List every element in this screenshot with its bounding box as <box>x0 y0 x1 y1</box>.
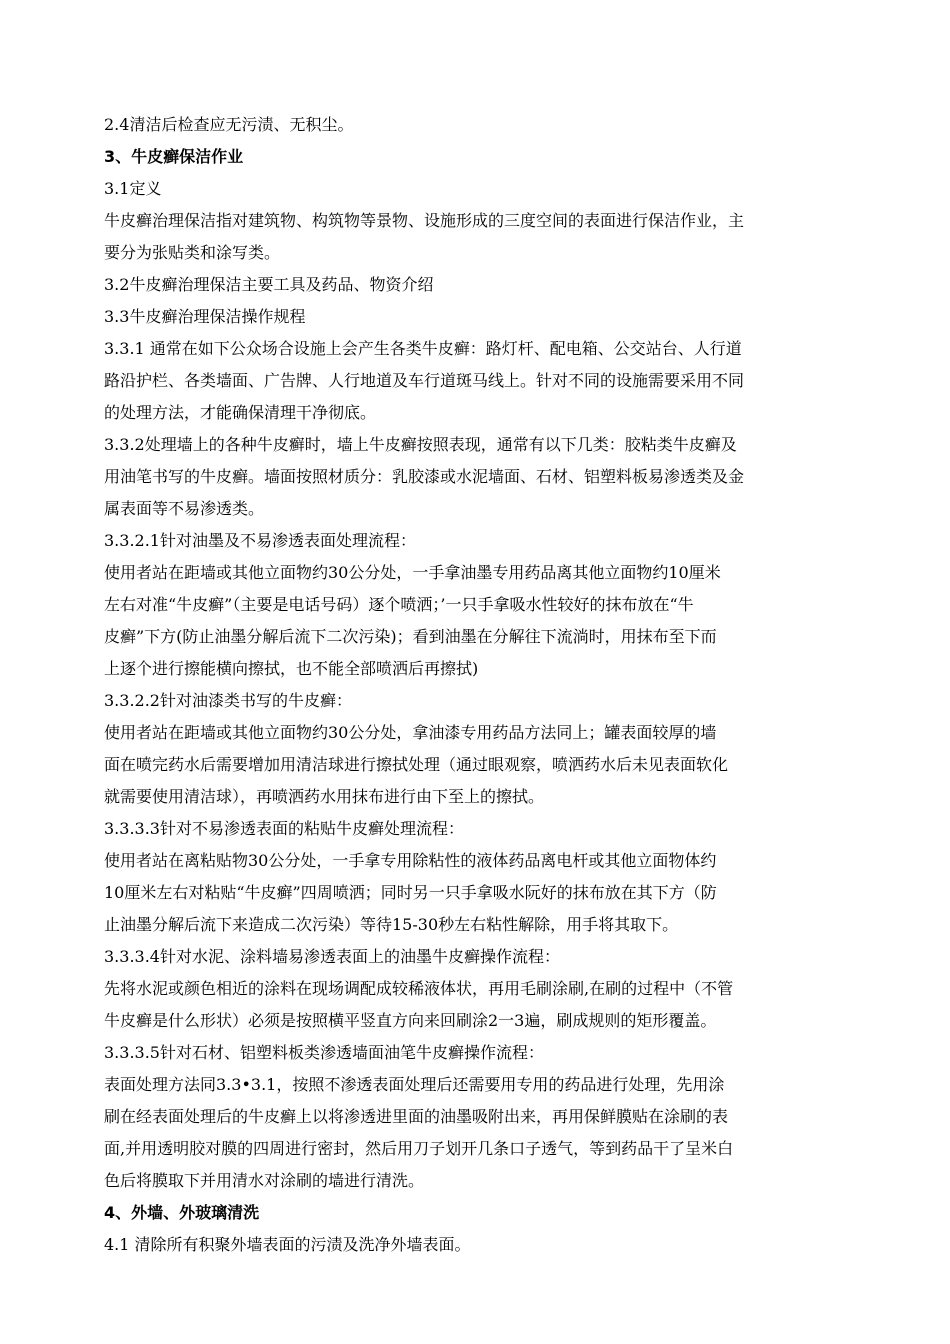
text-line: 用油笔书写的牛皮癣。墙面按照材质分：乳胶漆或水泥墙面、石材、铝塑料板易渗透类及金 <box>104 467 745 486</box>
document-body <box>104 109 850 1261</box>
text-line: 面在喷完药水后需要增加用清洁球进行擦拭处理（通过眼观察，喷洒药水后未见表面软化 <box>104 755 729 774</box>
text-line: 3.3牛皮癣治理保洁操作规程 <box>104 307 306 326</box>
text-line: 牛皮癣是什么形状）必须是按照横平竖直方向来回刷涂2一3遍，刷成规则的矩形覆盖。 <box>104 1011 717 1030</box>
text-line: 左右对准“牛皮癣”（主要是电话号码）逐个喷洒；’一只手拿吸水性较好的抹布放在“牛 <box>104 595 694 614</box>
text-line: 面,并用透明胶对膜的四周进行密封，然后用刀子划开几条口子透气，等到药品干了呈米白 <box>104 1139 734 1158</box>
section-heading: 4、外墙、外玻璃清洗 <box>104 1203 260 1222</box>
text-line: 3.3.1 通常在如下公众场合设施上会产生各类牛皮癣：路灯杆、配电箱、公交站台、人行道 <box>104 339 742 358</box>
text-line: 止油墨分解后流下来造成二次污染）等待15-30秒左右粘性解除，用手将其取下。 <box>104 915 679 934</box>
text-line: 3.2牛皮癣治理保洁主要工具及药品、物资介绍 <box>104 275 434 294</box>
text-line: 刷在经表面处理后的牛皮癣上以将渗透进里面的油墨吸附出来，再用保鲜膜贴在涂刷的表 <box>104 1107 729 1126</box>
text-line: 10厘米左右对粘贴“牛皮癣”四周喷洒；同时另一只手拿吸水阮好的抹布放在其下方（防 <box>104 883 717 902</box>
text-line: 使用者站在距墙或其他立面物约30公分处，拿油漆专用药品方法同上；罐表面较厚的墙 <box>104 723 717 742</box>
text-line: 3.3.2处理墙上的各种牛皮癣时，墙上牛皮癣按照表现，通常有以下几类：胶粘类牛皮癣及 <box>104 435 737 454</box>
text-line: 3.3.3.5针对石材、铝塑料板类渗透墙面油笔牛皮癣操作流程： <box>104 1043 544 1062</box>
text-line: 3.1定义 <box>104 179 162 198</box>
section-heading: 3、牛皮癣保洁作业 <box>104 147 244 166</box>
text-line: 3.3.2.1针对油墨及不易渗透表面处理流程： <box>104 531 416 550</box>
text-line: 牛皮癣治理保洁指对建筑物、构筑物等景物、设施形成的三度空间的表面进行保洁作业，主 <box>104 211 745 230</box>
text-line: 要分为张贴类和涂写类。 <box>104 243 281 262</box>
text-line: 色后将膜取下并用清水对涂刷的墙进行清洗。 <box>104 1171 425 1190</box>
text-line: 皮癣”下方(防止油墨分解后流下二次污染)；看到油墨在分解往下流淌时，用抹布至下而 <box>104 627 717 646</box>
text-line: 表面处理方法同3.3•3.1，按照不渗透表面处理后还需要用专用的药品进行处理，先用涂 <box>104 1075 725 1094</box>
text-line: 路沿护栏、各类墙面、广告牌、人行地道及车行道斑马线上。针对不同的设施需要采用不同 <box>104 371 745 390</box>
text-line: 属表面等不易渗透类。 <box>104 499 265 518</box>
text-line: 先将水泥或颜色相近的涂料在现场调配成较稀液体状，再用毛刷涂刷,在刷的过程中（不管 <box>104 979 734 998</box>
text-line: 上逐个进行擦能横向擦拭，也不能全部喷洒后再擦拭) <box>104 659 479 678</box>
text-line: 2.4清洁后检查应无污渍、无积尘。 <box>104 115 354 134</box>
text-line: 3.3.3.4针对水泥、涂料墙易渗透表面上的油墨牛皮癣操作流程： <box>104 947 560 966</box>
text-line: 就需要使用清洁球），再喷洒药水用抹布进行由下至上的擦拭。 <box>104 787 545 806</box>
text-line: 3.3.3.3针对不易渗透表面的粘贴牛皮癣处理流程： <box>104 819 464 838</box>
text-line: 4.1 清除所有积聚外墙表面的污渍及洗净外墙表面。 <box>104 1235 471 1254</box>
text-line: 3.3.2.2针对油漆类书写的牛皮癣： <box>104 691 352 710</box>
text-line: 使用者站在离粘贴物30公分处，一手拿专用除粘性的液体药品离电杆或其他立面物体约 <box>104 851 717 870</box>
text-line: 使用者站在距墙或其他立面物约30公分处，一手拿油墨专用药品离其他立面物约10厘米 <box>104 563 721 582</box>
text-line: 的处理方法，才能确保清理干净彻底。 <box>104 403 377 422</box>
